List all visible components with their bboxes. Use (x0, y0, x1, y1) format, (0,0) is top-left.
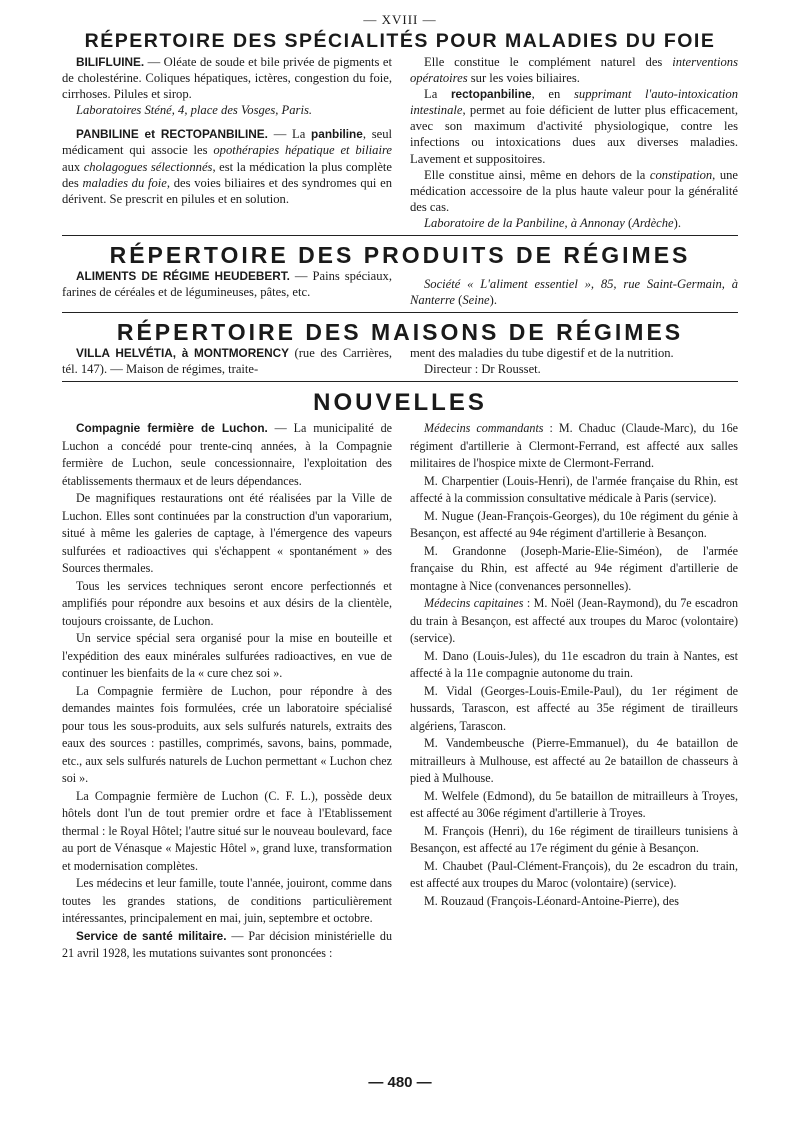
nouvelles-right-paragraph: M. Dano (Louis-Jules), du 11e escadron du train à Nantes, est affecté à la 11e compagnie autonome du train. (410, 648, 738, 681)
nouvelles-right-paragraph: M. Chaubet (Paul-Clément-François), du 2e escadron du train, est affecté aux troupes du Maroc (volontaire) (service). (410, 858, 738, 891)
bilifluine-entry: BILIFLUINE. — Oléate de soude et bile privée de pigments et de cholestérine. Coliques hépatiques, ictères, congestion du foie, cirrhoses. Pilules et sirop. (62, 55, 392, 102)
separator-2 (62, 312, 738, 313)
section-title-liver: RÉPERTOIRE DES SPÉCIALITÉS POUR MALADIES DU FOIE (84, 30, 716, 52)
section-liver (62, 54, 738, 231)
nouvelles-right-paragraph: M. Rouzaud (François-Léonard-Antoine-Pierre), des (424, 893, 679, 908)
nouvelles-left-paragraph: La Compagnie fermière de Luchon, pour répondre à des demandes maintes fois formulées, crée un laboratoire spécialisé pour tous les sous-produits, aux sels sulfurés naturels, extraits des eaux des sources : pastilles, comprimés, savons, bains, pommade, etc., aux sels sulfurés naturels de Luchon permettant « Luchon chez soi ». (62, 683, 392, 786)
panbiline-name: PANBILINE et RECTOPANBILINE. (76, 127, 268, 142)
nouvelles-right-paragraph: M. Vandembeusche (Pierre-Emmanuel), du 4e bataillon de mitrailleurs à Mulhouse, est affecté au 2e bataillon de chasseurs à pied à Mulhouse. (410, 736, 738, 786)
nouvelles-right-paragraph: M. Charpentier (Louis-Henri), de l'armée française du Rhin, est affecté à la commission consultative médicale à Paris (service). (410, 473, 738, 506)
nouvelles-right-paragraph: M. Vidal (Georges-Louis-Emile-Paul), du 1er régiment de hussards, Tarascon, est affecté au 35e régiment de tirailleurs algériens, Tarascon. (410, 683, 738, 733)
page (62, 12, 738, 963)
bilifluine-name: BILIFLUINE. (76, 55, 145, 69)
constipation-text: Elle constitue ainsi, même en dehors de la constipation, une médication accessoire de la plus haute valeur pour la généralité des cas. (410, 167, 739, 214)
section-title-nouvelles: NOUVELLES (313, 389, 487, 417)
villa-helvetia-director: Directeur : Dr Rousset. (424, 362, 541, 377)
nouvelles-left-paragraph: Service de santé militaire. — Par décision ministérielle du 21 avril 1928, les mutations suivantes sont prononcées : (62, 928, 392, 961)
bilifluine-lab: Laboratoires Sténé, 4, place des Vosges, Paris. (76, 103, 312, 118)
section-nouvelles (62, 420, 738, 963)
nouvelles-right-paragraph: Médecins capitaines : M. Noël (Jean-Raymond), du 7e escadron du train à Besançon, est affecté aux troupes du Maroc (volontaire) (service). (410, 596, 738, 646)
liver-left-column (62, 54, 392, 231)
nouvelles-left-paragraph: Les médecins et leur famille, toute l'année, jouiront, comme dans toutes les grandes stations, de conditions particulièrement intéressantes, principalement en mai, juin, septembre et octobre. (62, 876, 392, 926)
nouvelles-left-paragraph: Un service spécial sera organisé pour la mise en bouteille et l'expédition des eaux minérales sulfurées radioactives, en vue de continuer les bienfaits de la « cure chez soi ». (62, 631, 392, 681)
liver-right-column (410, 54, 738, 231)
section-title-diet-products: RÉPERTOIRE DES PRODUITS DE RÉGIMES (109, 242, 691, 269)
rectopanbiline-text: La rectopanbiline, en supprimant l'auto-intoxication intestinale, permet au foie déficient de lutter plus efficacement, avec son maximum d'activité physiologique, contre les infections ou intoxications dues aux diverses maladies. Lavement et suppositoires. (410, 87, 738, 166)
nouvelles-right-column (410, 420, 738, 963)
nouvelles-left-column (62, 420, 392, 963)
page-number: — 480 — (368, 1074, 432, 1091)
section-diet-houses (62, 345, 738, 377)
villa-helvetia-entry: VILLA HELVÉTIA, à MONTMORENCY (rue des Carrières, tél. 147). — Maison de régimes, traite- (62, 346, 393, 377)
heudebert-name: ALIMENTS DE RÉGIME HEUDEBERT. (76, 269, 290, 284)
nouvelles-right-paragraph: M. Nugue (Jean-François-Georges), du 10e régiment du génie à Besançon, est affecté au 94e régiment d'artillerie à Besançon. (410, 508, 738, 541)
panbiline-entry: PANBILINE et RECTOPANBILINE. — La panbiline, seul médicament qui associe les opothérapies hépatique et biliaire aux cholagogues sélectionnés, est la médication la plus complète des maladies du foie, des voies biliaires et des syndromes qui en dérivent. Se prescrit en pilules et en solution. (62, 127, 393, 206)
separator-3 (62, 381, 738, 382)
panbiline-lab: Laboratoire de la Panbiline, à Annonay (Ardèche). (424, 215, 681, 230)
heudebert-company: Société « L'aliment essentiel », 85, rue Saint-Germain, à Nanterre (Seine). (410, 277, 738, 308)
villa-helvetia-name: VILLA HELVÉTIA, à MONTMORENCY (76, 346, 289, 361)
section-diet-products (62, 268, 738, 308)
nouvelles-right-paragraph: M. Grandonne (Joseph-Marie-Elie-Siméon), de l'armée française du Rhin, est affecté au 94e régiment d'artillerie de montagne à Nice (convenances personnelles). (410, 543, 738, 593)
separator-1 (62, 235, 738, 236)
panbiline-complement: Elle constitue le complément naturel des interventions opératoires sur les voies biliaires. (410, 55, 738, 86)
roman-page-number: — XVIII — (363, 12, 437, 27)
heudebert-entry: ALIMENTS DE RÉGIME HEUDEBERT. — Pains spéciaux, farines de céréales et de légumineuses, pâtes, etc. (62, 269, 392, 300)
nouvelles-left-paragraph: La Compagnie fermière de Luchon (C. F. L.), possède deux hôtels dont l'un de tout premier ordre et face à l'Etablissement thermal : le Royal Hôtel; l'autre situé sur le nouveau boulevard, face au port de Vénasque « Majestic Hôtel », grand luxe, transformation et modernisation complètes. (62, 788, 392, 873)
nouvelles-right-paragraph: M. François (Henri), du 16e régiment de tirailleurs tunisiens à Besançon, est affecté au 17e régiment du génie à Besançon. (410, 823, 738, 856)
nouvelles-right-paragraph: Médecins commandants : M. Chaduc (Claude-Marc), du 16e régiment d'artillerie à Clermont-Ferrand, est affecté aux salles militaires de l'hospice mixte de Clermont-Ferrand. (410, 421, 738, 471)
villa-helvetia-cont: ment des maladies du tube digestif et de la nutrition. (410, 346, 674, 361)
section-title-diet-houses: RÉPERTOIRE DES MAISONS DE RÉGIMES (116, 319, 684, 346)
nouvelles-right-paragraph: M. Welfele (Edmond), du 5e bataillon de mitrailleurs à Troyes, est affecté au 306e régiment d'artillerie à Troyes. (410, 788, 738, 821)
nouvelles-left-paragraph: De magnifiques restaurations ont été réalisées par la Ville de Luchon. Elles sont continuées par la construction d'un vaporarium, situé à même les galeries de captage, à l'émergence des vapeurs sulfurées et radioactives qui s'échappent « spontanément » des Sources thermales. (62, 491, 392, 576)
nouvelles-left-paragraph: Tous les services techniques seront encore perfectionnés et amplifiés pour répondre aux besoins et aux désirs de la clientèle, toujours croissante, de Luchon. (62, 578, 392, 628)
nouvelles-left-paragraph: Compagnie fermière de Luchon. — La municipalité de Luchon a concédé pour trente-cinq années, à la Compagnie fermière de Luchon, seule concessionnaire, l'exploitation des établissements thermaux et de leurs dépendances. (62, 421, 393, 488)
